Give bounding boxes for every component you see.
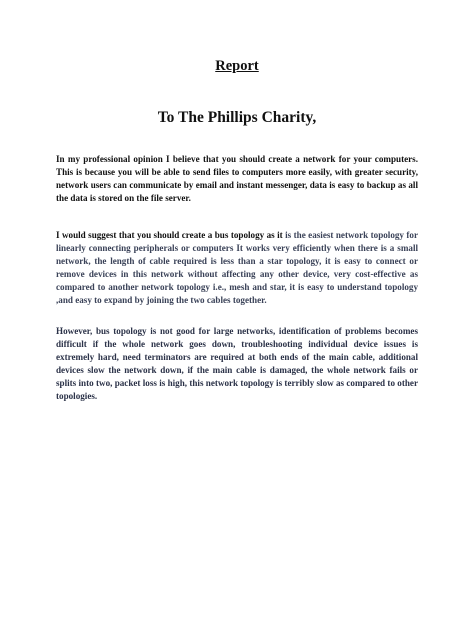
paragraph-lead: I would suggest that you should create a bus topology as it bbox=[56, 230, 283, 240]
greeting-heading: To The Phillips Charity, bbox=[157, 109, 317, 126]
paragraph-network-benefits: In my professional opinion I believe that you should create a network for your computers. This is because you will be able to send files to computers more easily, with greater security, network users can communicate by email and instant messenger, data is easy to backup as all the data is stored on the file server. bbox=[56, 154, 418, 203]
report-title: Report bbox=[215, 58, 259, 74]
paragraph-rest: is the easiest network topology for linearly connecting peripherals or computers It works very efficiently when there is a small network, the length of cable required is less than a star topology, it is easy to connect or remove devices in this network without affecting any other device, very cost-effective as compared to another network topology i.e., mesh and star, it is easy to understand topology ,and easy to expand by joining the two cables together. bbox=[56, 230, 419, 305]
paragraph-bus-topology-disadvantages: However, bus topology is not good for large networks, identification of problems becomes difficult if the whole network goes down, troubleshooting individual device issues is extremely hard, need terminators are required at both ends of the main cable, additional devices slow the network down, if the main cable is damaged, the whole network fails or splits into two, packet loss is high, this network topology is terribly slow as compared to other topologies. bbox=[56, 326, 418, 401]
paragraph-bus-topology-advantages bbox=[56, 229, 418, 307]
